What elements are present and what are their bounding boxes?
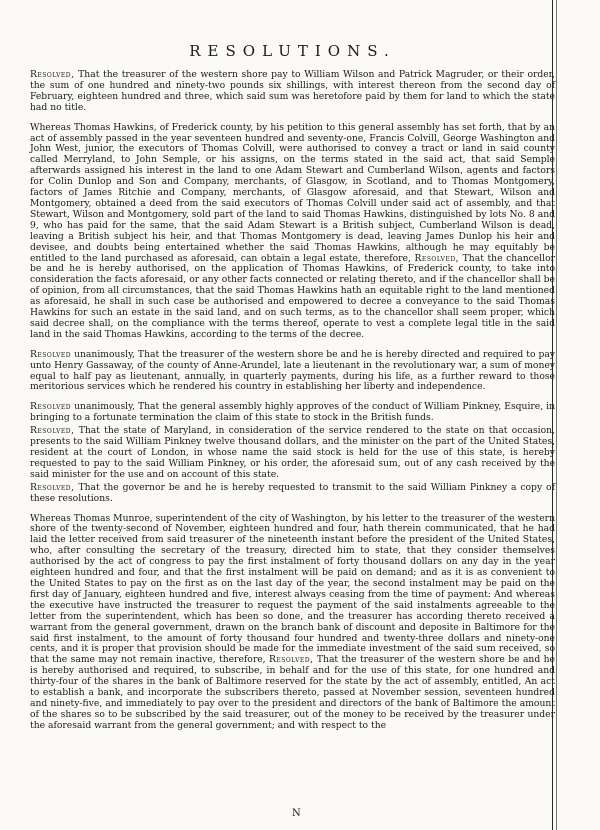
resolution-paragraph bbox=[30, 514, 555, 732]
resolution-paragraph bbox=[30, 123, 555, 341]
paragraph-text: Whereas Thomas Munroe, superintendent of the city of Washington, by his letter to the treasurer of the western shore of the twenty-second of November, eighteen hundred and four, hath therein communicated, that he had laid the letter received from said treasurer of the nineteenth instant before the president of the United States, who, after consulting the secretary of the treasury, directed him to state, that they consider themselves authorised by the act of congress to pay the first instalment of forty thousand dollars on any day in the year eighteen hundred and four, and that the first instalment will be paid on demand; and as it is as convenient to the United States to pay on the first as on the last day of the year, the second instalment may be paid on the first day of January, eighteen hundred and five, interest always ceasing from the time of payment: And whereas the executive have instructed the treasurer to request the payment of the said instalments agreeable to the letter from the superintendent, which has been so done, and the treasurer has according thereto received a warrant from the general government, drawn on the branch bank of discount and deposite in Baltimore for the said first instalment, to the amount of forty thousand four hundred and twenty-three dollars and ninety-one cents, and it is proper that provision should be made for the immediate investment of the said sum received, so that the same may not remain inactive, therefore, bbox=[30, 512, 555, 666]
resolved-lead: Resolved, bbox=[30, 481, 75, 493]
resolution-paragraph bbox=[30, 70, 555, 114]
resolved-lead: Resolved bbox=[30, 348, 72, 360]
page-title: RESOLUTIONS. bbox=[189, 42, 396, 60]
paragraph-text: unanimously, That the general assembly highly approves of the conduct of William Pinkney, Esquire, in bringing to a fortunate termination the claim of this state to stock in the British funds. bbox=[30, 401, 555, 424]
resolved-lead: Resolved bbox=[30, 401, 72, 413]
resolution-paragraph bbox=[30, 350, 555, 394]
resolution-paragraph bbox=[30, 402, 555, 424]
paragraph-text: That the state of Maryland, in consideration of the service rendered to the state on that occasion, presents to the said William Pinkney twelve thousand dollars, and the minister on the part of the United States, resident at the court of London, in whose name the said stock is held for the use of this state, is hereby requested to pay to the said William Pinkney, or his order, the aforesaid sum, out of any cash received by the said minister for the use and on account of this state. bbox=[30, 425, 555, 480]
paragraph-text: Whereas Thomas Hawkins, of Frederick county, by his petition to this general assembly has set forth, that by an act of assembly passed in the year seventeen hundred and seventy-one, Francis Colvill, George Washington and John West, junior, the executors of Thomas Colvill, were authorised to convey a tract or land in said county called Merryland, to John Semple, or his assigns, on the terms stated in the said act, that said Semple afterwards assigned his interest in the land to one Adam Stewart and Cumberland Wilson, agents and factors for Colin Dunlop and Son and Company, merchants, of Glasgow, in Scotland, and to Thomas Montgomery, factors of James Ritchie and Company, merchants, of Glasgow aforesaid, and that Stewart, Wilson and Montgomery, obtained a deed from the said executors of Thomas Colvill under said act of assembly, and that Stewart, Wilson and Montgomery, sold part of the land to said Thomas Hawkins, distinguished by lots No. 8 and 9, who has paid for the same, that the said Adam Stewart is a British subject, Cumberland Wilson is dead, leaving a British subject his heir, and that Thomas Montgomery is dead, leaving James Dunlop his heir and devisee, and doubts being entertained whether the said Thomas Hawkins, although he may equitably be entitled to the land purchased as aforesaid, can obtain a legal estate, therefore, bbox=[30, 121, 555, 264]
paragraph-text-tail: That the treasurer of the western shore be and he is hereby authorised and required, to subscribe, in behalf and for the use of this state, for one hundred and thirty-four of the shares in the bank of Baltimore reserved for the state by the act of assembly, entitled, An act to establish a bank, and incorporate the subscribers thereto, passed at November session, seventeen hundred and ninety-five, and immediately to pay over to the president and directors of the bank of Baltimore the amount of the shares so to be subscribed by the said treasurer, out of the money to be received by the treasurer under the aforesaid warrant from the general government; and with respect to the bbox=[30, 654, 555, 731]
resolved-lead: Resolved, bbox=[30, 425, 75, 437]
resolution-paragraph bbox=[30, 483, 555, 505]
document-body bbox=[30, 20, 555, 741]
paragraph-text: That the governor be and he is hereby requested to transmit to the said William Pinkney a copy of these resolutions. bbox=[30, 481, 555, 504]
catchword: N bbox=[292, 808, 301, 819]
resolved-lead: Resolved, bbox=[414, 252, 460, 264]
page-edge-rule-shadow bbox=[556, 0, 557, 830]
paragraph-text-tail: That the chancellor be and he is hereby authorised, on the application of Thomas Hawkins, of Frederick county, to take into consideration the facts aforesaid, or any other facts connected or relating thereto, and if the chancellor shall be of opinion, from all circumstances, that the said Thomas Hawkins hath an equitable right to the land mentioned as aforesaid, he shall in such case be authorised and empowered to decree a conveyance to the said Thomas Hawkins for such an estate in the said land, and on such terms, as to the chancellor shall seem proper, which said decree shall, on the compliance with the terms thereof, operate to vest a complete legal title in the said land in the said Thomas Hawkins, according to the terms of the decree. bbox=[30, 252, 555, 340]
paragraph-text: unanimously, That the treasurer of the western shore be and he is hereby directed and required to pay unto Henry Gassaway, of the county of Anne-Arundel, late a lieutenant in the revolutionary war, a sum of money equal to half pay as lieutenant, annually, in quarterly payments, during his life, as a further reward to those meritorious services which he rendered his country in establishing her liberty and independence. bbox=[30, 348, 555, 393]
resolution-paragraph bbox=[30, 426, 555, 481]
paragraph-text: That the treasurer of the western shore pay to William Wilson and Patrick Magruder, or their order, the sum of one hundred and ninety-two pounds six shillings, with interest thereon from the second day of February, eighteen hundred and three, which said sum was heretofore paid by them for land to which the state had no title. bbox=[30, 69, 555, 113]
resolved-lead: Resolved, bbox=[30, 69, 75, 80]
resolved-lead: Resolved, bbox=[268, 654, 314, 666]
